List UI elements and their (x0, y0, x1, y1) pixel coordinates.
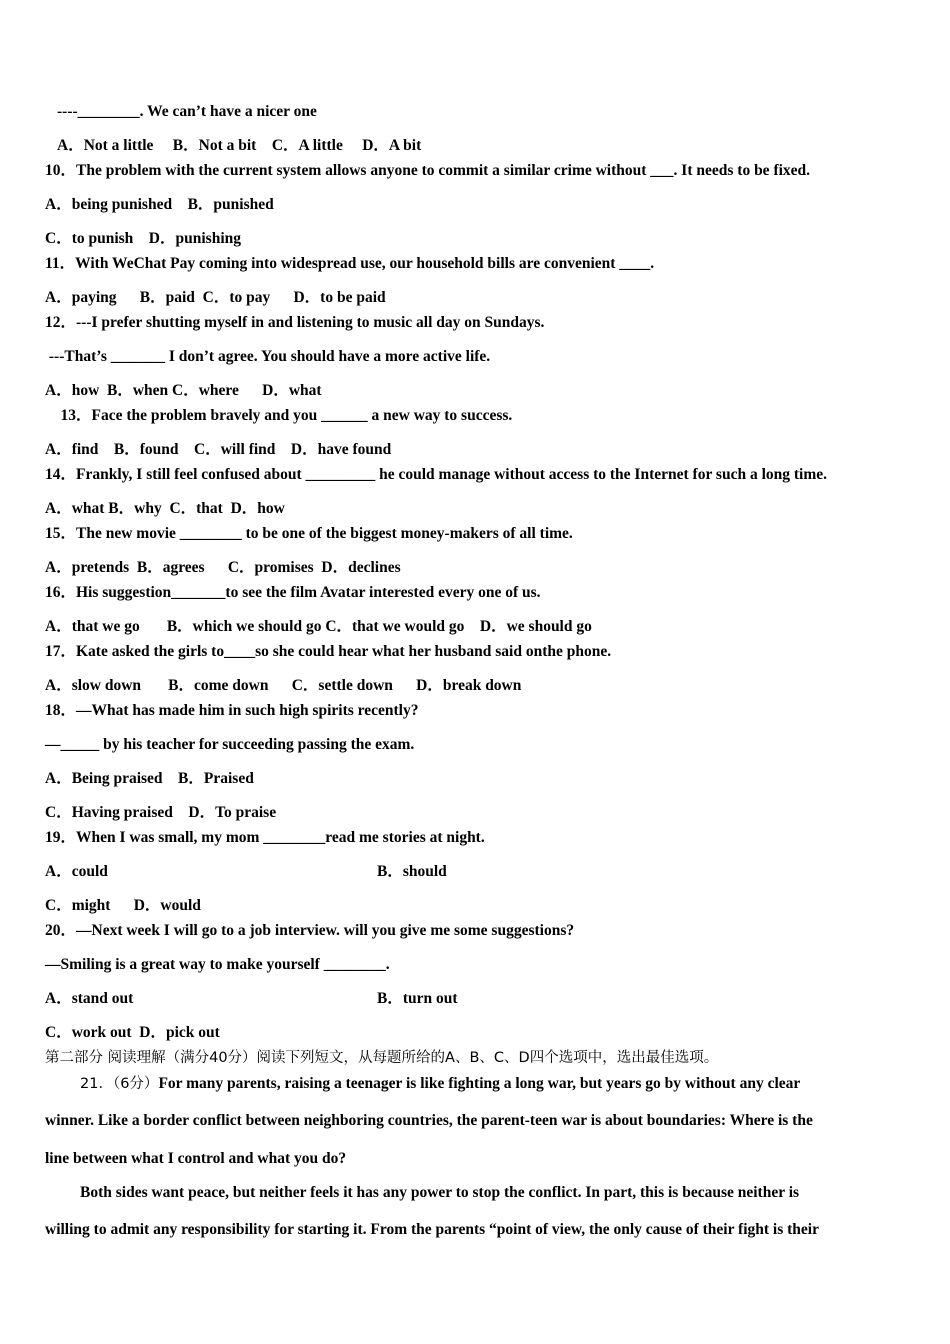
q12-reply-line: ---That’s _______ I don’t agree. You should have a more active life. (45, 348, 491, 365)
q20-option-b: B．turn out (377, 990, 458, 1007)
q20-options-cd: C．work out D．pick out (45, 1024, 220, 1041)
passage-21-line-1 (80, 1075, 800, 1093)
q16-stem: 16．His suggestion_______to see the film Avatar interested every one of us. (45, 584, 541, 601)
q19-options-cd: C．might D．would (45, 897, 201, 914)
q13-options: A．find B．found C．will find D．have found (45, 441, 392, 458)
q20-option-a: A．stand out (45, 990, 134, 1007)
q10-stem: 10．The problem with the current system allows anyone to commit a similar crime without ___. It needs to be fixed. (45, 162, 811, 179)
passage-21-line-5: willing to admit any responsibility for starting it. From the parents “point of view, the only cause of their fight is their (45, 1221, 819, 1238)
q10-options-ab: A．being punished B．punished (45, 196, 274, 213)
q16-options: A．that we go B．which we should go C．that we would go D．we should go (45, 618, 592, 635)
q14-stem: 14．Frankly, I still feel confused about _________ he could manage without access to the Internet for such a long time. (45, 466, 828, 483)
section-heading: 第二部分 阅读理解（满分40分）阅读下列短文，从每题所给的A、B、C、D四个选项中，选出最佳选项。 (45, 1050, 719, 1066)
q9-reply-line: ----________. We can’t have a nicer one (57, 103, 317, 120)
q18-options-cd: C．Having praised D．To praise (45, 804, 277, 821)
q15-stem: 15．The new movie ________ to be one of the biggest money-makers of all time. (45, 525, 573, 542)
q19-option-b: B．should (377, 863, 447, 880)
q12-options: A．how B．when C．where D．what (45, 382, 322, 399)
q17-stem: 17．Kate asked the girls to____so she could hear what her husband said onthe phone. (45, 643, 612, 660)
q18-stem: 18．—What has made him in such high spirits recently? (45, 702, 419, 719)
passage-21-line-4: Both sides want peace, but neither feels it has any power to stop the conflict. In part, this is because neither is (80, 1184, 800, 1201)
passage-21-line-2: winner. Like a border conflict between neighboring countries, the parent-teen war is about boundaries: Where is the (45, 1112, 813, 1129)
q20-reply-line: —Smiling is a great way to make yourself ________. (45, 956, 390, 973)
q12-stem: 12．---I prefer shutting myself in and listening to music all day on Sundays. (45, 314, 545, 331)
q9-options: A．Not a little B．Not a bit C．A little D．A bit (57, 137, 422, 154)
q14-options: A．what B．why C．that D．how (45, 500, 285, 517)
q11-stem: 11．With WeChat Pay coming into widespread use, our household bills are convenient ____. (45, 255, 655, 272)
q11-options: A．paying B．paid C．to pay D．to be paid (45, 289, 386, 306)
q17-options: A．slow down B．come down C．settle down D．break down (45, 677, 522, 694)
q13-stem: 13．Face the problem bravely and you ______ a new way to success. (45, 407, 513, 424)
q18-options-ab: A．Being praised B．Praised (45, 770, 254, 787)
q15-options: A．pretends B．agrees C．promises D．declines (45, 559, 401, 576)
q18-reply-line: —_____ by his teacher for succeeding passing the exam. (45, 736, 415, 753)
passage-21-line-1-text: For many parents, raising a teenager is like fighting a long war, but years go by without any clear (158, 1075, 801, 1092)
passage-21-line-3: line between what I control and what you do? (45, 1150, 347, 1167)
q19-stem: 19．When I was small, my mom ________read me stories at night. (45, 829, 485, 846)
q19-option-a: A．could (45, 863, 108, 880)
passage-21-label: 21．（6分） (80, 1076, 159, 1092)
q20-stem: 20．—Next week I will go to a job interview. will you give me some suggestions? (45, 922, 575, 939)
q10-options-cd: C．to punish D．punishing (45, 230, 241, 247)
